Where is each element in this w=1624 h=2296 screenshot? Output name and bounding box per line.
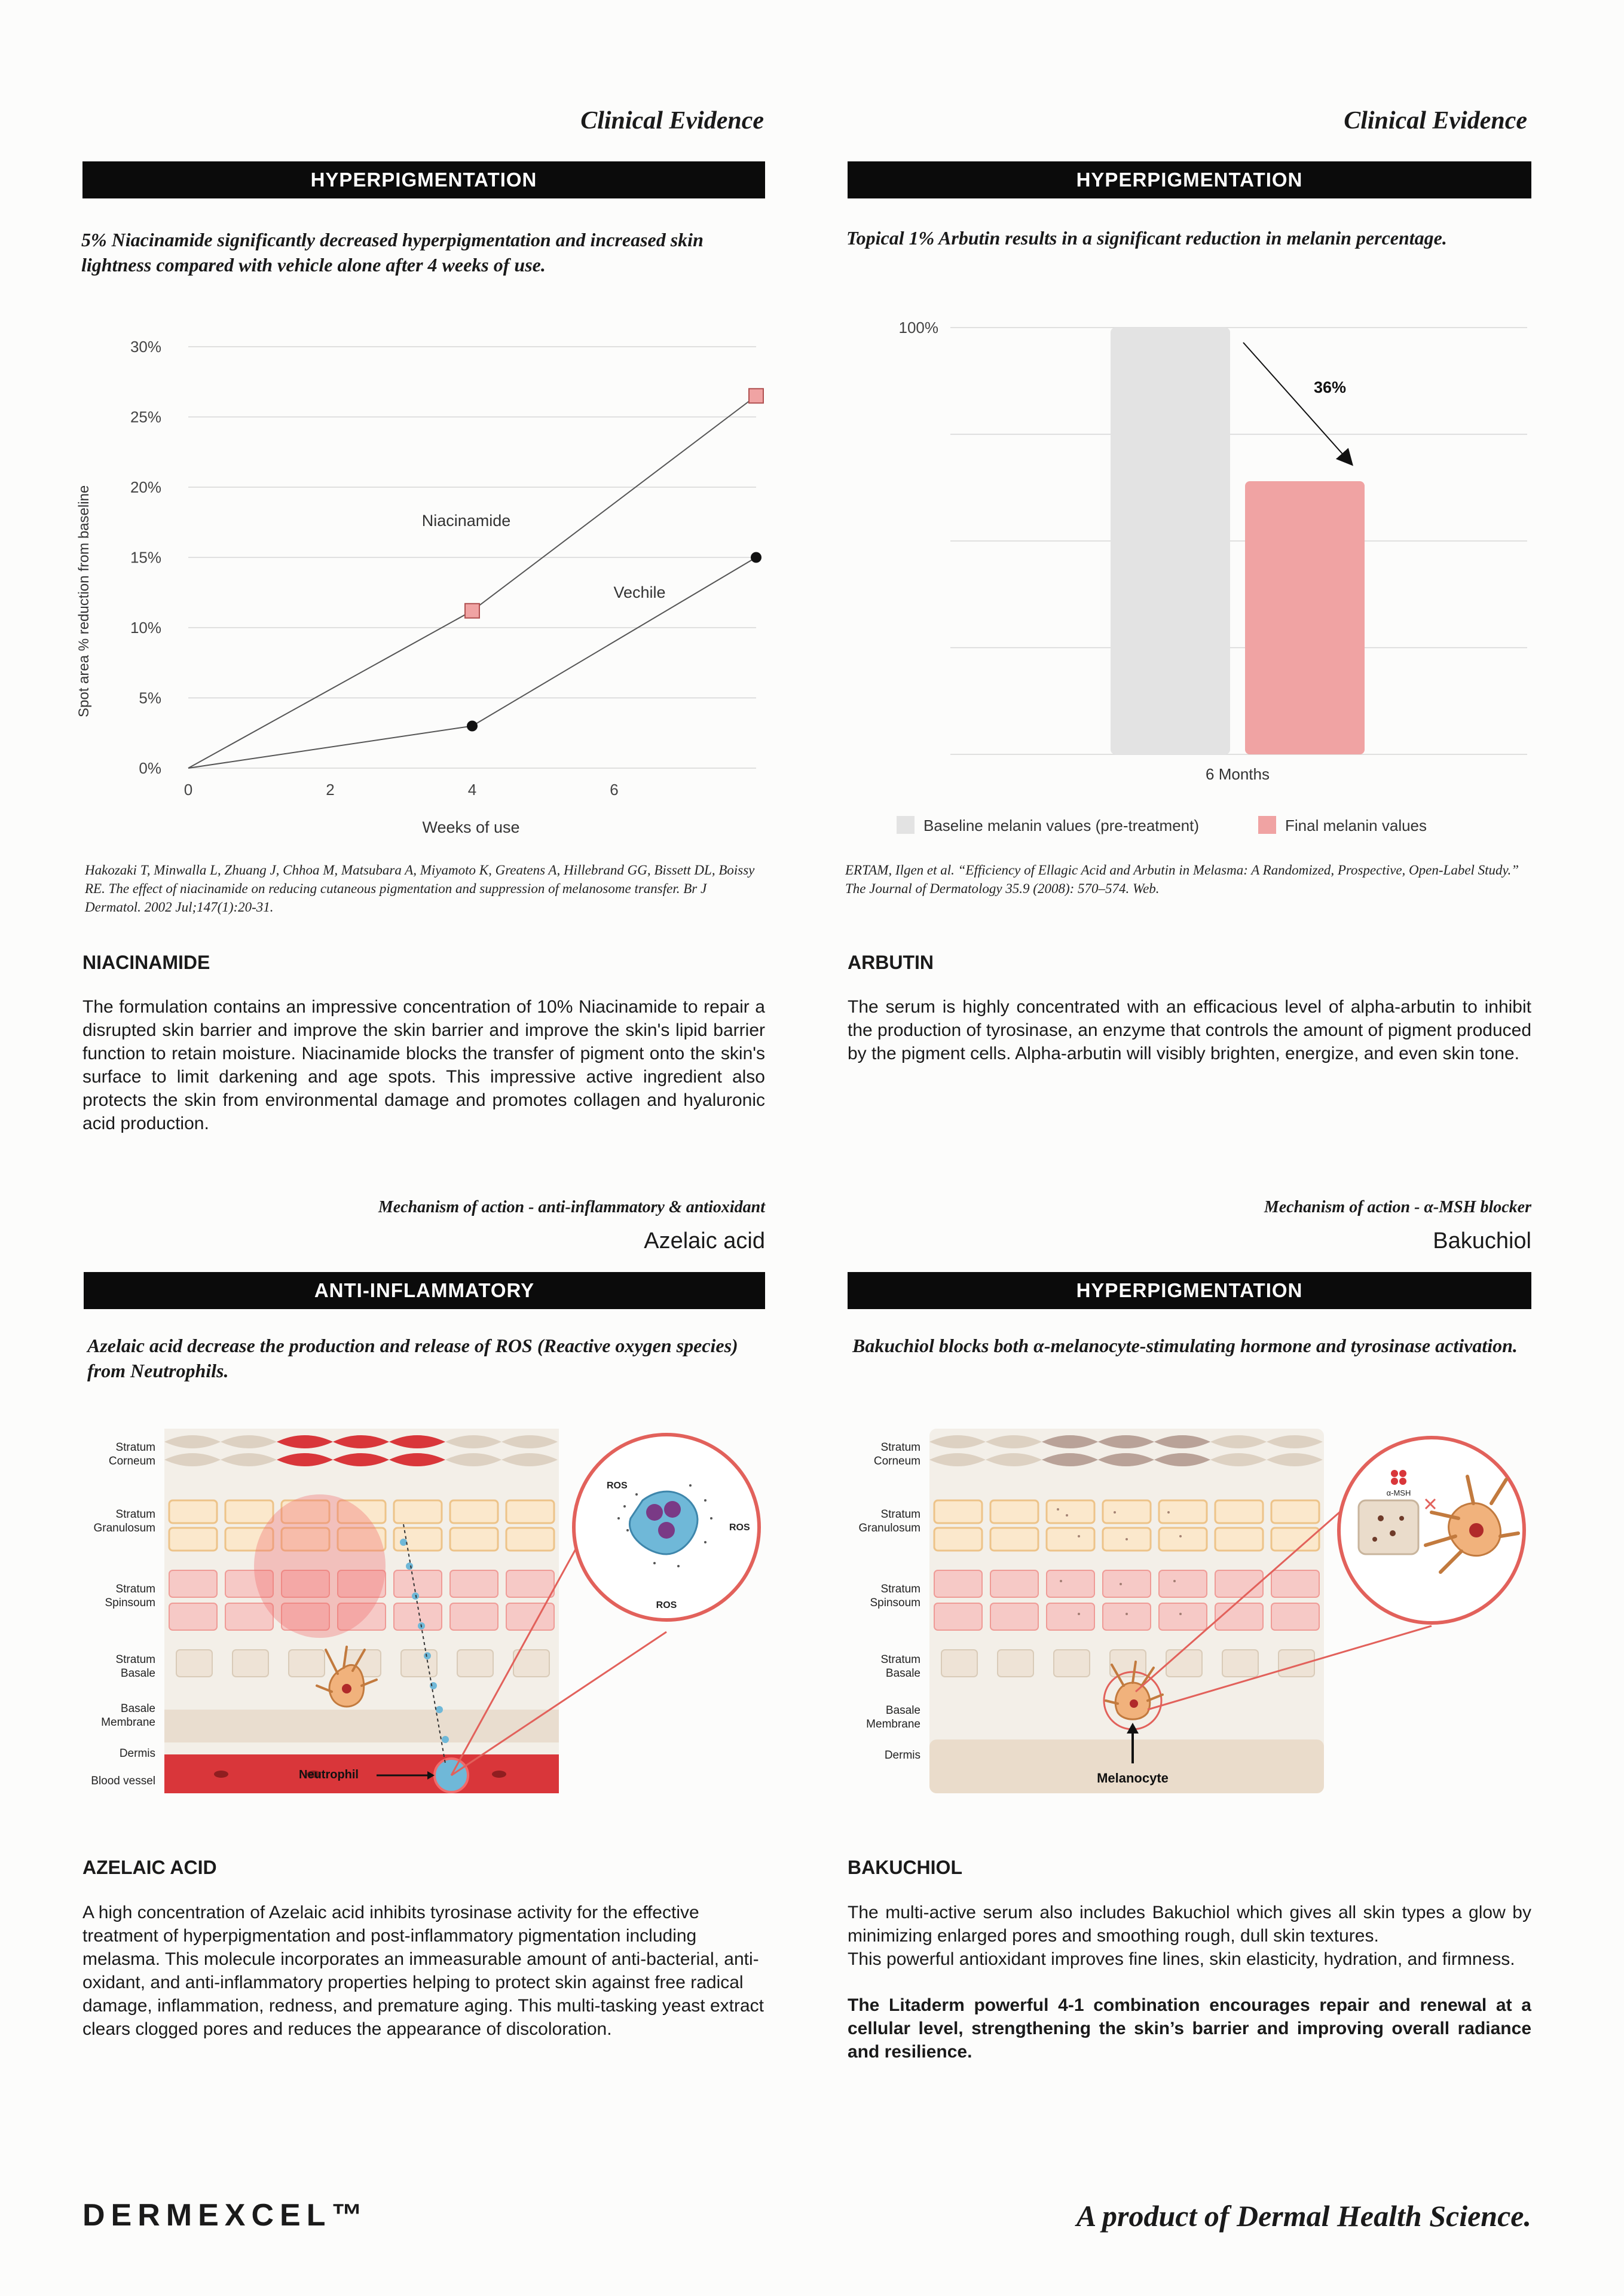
bakuchiol-claim: Bakuchiol blocks both α-melanocyte-stimulating hormone and tyrosinase activation. xyxy=(852,1335,1518,1356)
arbutin-reference: ERTAM, Ilgen et al. “Efficiency of Ellagic Acid and Arbutin in Melasma: A Randomized, Prospective, Open-Label Study.” The Journal of Dermatology 35.9 (2008): 570–574. Web. xyxy=(845,863,1519,896)
bakuchiol-mechanism: Mechanism of action - α-MSH blocker xyxy=(1264,1198,1531,1216)
niacinamide-reference: Hakozaki T, Minwalla L, Zhuang J, Chhoa M, Matsubara A, Miyamoto K, Greatens A, Hillebrand GG, Bissett DL, Boissy RE. The effect of niacinamide on reducing cutaneous pigmentation and suppression of melanosome transfer. Br J Dermatol. 2002 Jul;147(1):20-31. xyxy=(85,863,755,915)
arbutin-claim: Topical 1% Arbutin results in a significant reduction in melanin percentage. xyxy=(846,227,1447,249)
bakuchiol-section-bar: HYPERPIGMENTATION xyxy=(848,1272,1531,1309)
melanocyte-label: Melanocyte xyxy=(1097,1771,1169,1786)
footer-tagline: A product of Dermal Health Science. xyxy=(1076,2199,1531,2233)
azelaic-skin-diagram xyxy=(78,1423,771,1829)
inflammation-glow xyxy=(254,1494,386,1638)
niacinamide-section-bar: HYPERPIGMENTATION xyxy=(82,161,765,198)
brand-logo: DERMEXCEL™ xyxy=(82,2198,369,2233)
ytick-label: 20% xyxy=(130,478,161,496)
bakuchiol-title: BAKUCHIOL xyxy=(848,1857,962,1878)
azelaic-mechanism: Mechanism of action - anti-inflammatory & antioxidant xyxy=(378,1198,765,1216)
xtick-label: 0 xyxy=(183,781,193,799)
label-stratum-basale: Stratum Basale xyxy=(880,1653,920,1680)
right-page-heading: Clinical Evidence xyxy=(1344,107,1527,134)
niacinamide-title: NIACINAMIDE xyxy=(82,952,210,973)
azelaic-section-bar: ANTI-INFLAMMATORY xyxy=(84,1272,765,1309)
niacinamide-point xyxy=(465,604,479,618)
series-label-niacinamide: Niacinamide xyxy=(421,512,511,530)
label-stratum-basale: Stratum Basale xyxy=(115,1653,155,1680)
ytick-label: 0% xyxy=(139,759,161,777)
keratinocyte-icon xyxy=(1359,1500,1418,1554)
bar-final xyxy=(1245,481,1365,754)
azelaic-title: AZELAIC ACID xyxy=(82,1857,217,1878)
arbutin-section-bar: HYPERPIGMENTATION xyxy=(848,161,1531,198)
vechile-point xyxy=(467,721,478,732)
label-basale-membrane: Basale Membrane xyxy=(866,1704,920,1731)
label-basale-membrane: Basale Membrane xyxy=(101,1702,155,1729)
label-blood-vessel: Blood vessel xyxy=(91,1775,155,1787)
chart-ylabel: Spot area % reduction from baseline xyxy=(76,485,92,717)
xtick-label: 2 xyxy=(326,781,335,799)
ytick-label: 30% xyxy=(130,338,161,356)
legend-label: Final melanin values xyxy=(1285,817,1427,834)
bakuchiol-skin-diagram xyxy=(843,1423,1536,1817)
azelaic-body: A high concentration of Azelaic acid inhibits tyrosinase activity for the effective treatment of hyperpigmentation and post-inflammatory pigmentation including melasma. This molecule incorporates an immeasurable amount of anti-bacterial, anti-oxidant, and anti-inflammatory properties helping to protect skin against free radical damage, inflammation, redness, and premature aging. This multi-tasking yeast extract clears clogged pores and reduces the appearance of discoloration. xyxy=(82,1903,764,2039)
ytick-label: 10% xyxy=(130,619,161,637)
ytick-label: 5% xyxy=(139,689,161,707)
ros-label-2: ROS xyxy=(729,1522,750,1533)
vechile-point xyxy=(751,552,761,563)
bakuchiol-body-1: The multi-active serum also includes Bakuchiol which gives all skin types a glow by minimizing enlarged pores and smoothing rough, dull skin textures. xyxy=(848,1903,1531,1946)
chart-xlabel: Weeks of use xyxy=(422,818,520,836)
series-label-vechile: Vechile xyxy=(613,583,666,601)
left-page-heading: Clinical Evidence xyxy=(580,107,764,134)
neutrophil-label: Neutrophil xyxy=(299,1768,359,1781)
arbutin-body: The serum is highly concentrated with an efficacious level of alpha-arbutin to inhibit the production of tyrosinase, an enzyme that controls the amount of pigment produced by the pigment cells. Alpha-arbutin will visibly brighten, energize, and even skin tone. xyxy=(848,997,1532,1063)
arbutin-bar-chart xyxy=(837,305,1542,843)
bar-baseline xyxy=(1111,328,1230,754)
ytick-label: 25% xyxy=(130,408,161,426)
label-dermis: Dermis xyxy=(884,1749,920,1762)
label-stratum-spinsoum: Stratum Spinsoum xyxy=(105,1583,155,1609)
azelaic-ingredient-name: Azelaic acid xyxy=(644,1228,765,1254)
legend-label: Baseline melanin values (pre-treatment) xyxy=(923,817,1199,834)
xtick-label: 6 xyxy=(610,781,619,799)
bakuchiol-ingredient-name: Bakuchiol xyxy=(1433,1228,1531,1254)
label-stratum-granulosum: Stratum Granulosum xyxy=(858,1508,920,1534)
xtick-label: 4 xyxy=(467,781,477,799)
ytick-label: 15% xyxy=(130,548,161,567)
label-stratum-corneum: Stratum Corneum xyxy=(108,1441,155,1468)
niacinamide-line-chart xyxy=(72,323,777,849)
bakuchiol-body xyxy=(848,1901,1531,2063)
category-label: 6 Months xyxy=(1206,765,1270,783)
bakuchiol-body-bold: The Litaderm powerful 4-1 combination encourages repair and renewal at a cellular level, strengthening the skin’s barrier and improving overall radiance and resilience. xyxy=(848,1995,1531,2062)
label-stratum-spinsoum: Stratum Spinsoum xyxy=(870,1583,920,1609)
label-stratum-granulosum: Stratum Granulosum xyxy=(93,1508,155,1534)
bakuchiol-body-2: This powerful antioxidant improves fine lines, skin elasticity, hydration, and firmness. xyxy=(848,1949,1515,1969)
legend-swatch xyxy=(897,816,915,834)
ytick-label: 100% xyxy=(898,319,938,337)
azelaic-claim: Azelaic acid decrease the production and release of ROS (Reactive oxygen species) from Neutrophils. xyxy=(87,1335,738,1381)
ros-label-1: ROS xyxy=(607,1481,628,1491)
reduction-annotation: 36% xyxy=(1313,378,1347,396)
series-line-1 xyxy=(188,558,756,769)
legend-swatch xyxy=(1258,816,1276,834)
niacinamide-point xyxy=(749,389,763,403)
series-line-0 xyxy=(188,396,756,768)
arbutin-title: ARBUTIN xyxy=(848,952,934,973)
ros-label-3: ROS xyxy=(656,1600,677,1610)
niacinamide-body: The formulation contains an impressive concentration of 10% Niacinamide to repair a disrupted skin barrier and improve the skin barrier and improve the skin's lipid barrier function to retain moisture. Niacinamide blocks the transfer of pigment onto the skin's surface to limit darkening and age spots. This impressive active ingredient also protects the skin from environmental damage and promotes collagen and hyaluronic acid production. xyxy=(82,997,765,1133)
niacinamide-claim: 5% Niacinamide significantly decreased hyperpigmentation and increased skin lightness compared with vehicle alone after 4 weeks of use. xyxy=(81,229,704,276)
label-stratum-corneum: Stratum Corneum xyxy=(873,1441,920,1468)
msh-label: α-MSH xyxy=(1386,1488,1411,1497)
label-dermis: Dermis xyxy=(119,1747,155,1760)
reduction-arrow xyxy=(1243,343,1351,463)
